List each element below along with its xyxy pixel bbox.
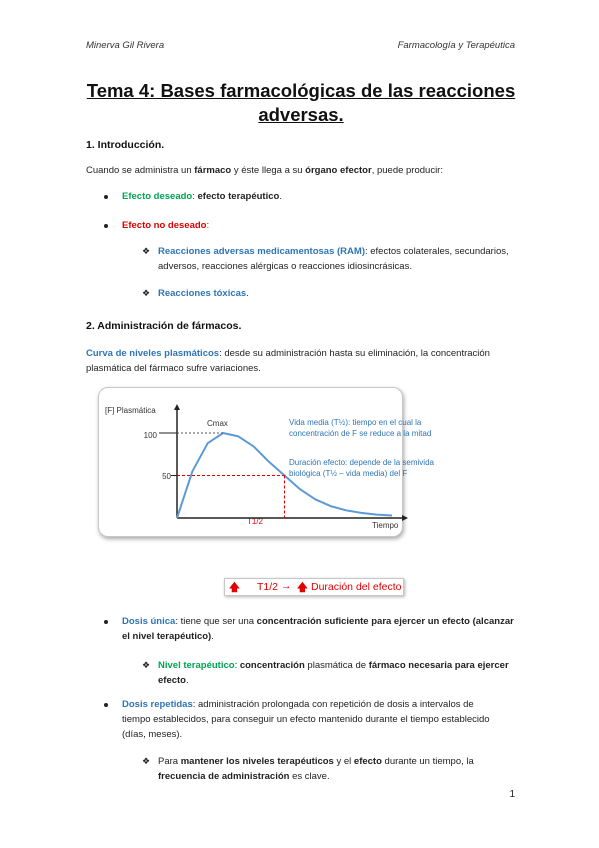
rule-right: Duración del efecto [311,581,402,593]
peak-label: Cmax [207,419,228,428]
plasma-curve-chart [98,387,434,537]
header-author: Minerva Gil Rivera [86,40,165,51]
y-axis-arrowhead [174,404,180,410]
annotation-half-life-1: Vida media (T½): tiempo en el cual la [289,418,422,427]
subbullet-nivel-terapeutico: Nivel terapéutico: concentración plasmática de fármaco necesaria para ejercer efecto. [158,660,509,686]
arrow-right-icon: → [281,580,292,592]
page-number: 1 [509,789,515,800]
bullet-dot [104,224,108,228]
subbullet-ram: Reacciones adversas medicamentosas (RAM): efectos colaterales, secundarios, adversos, reacciones alérgicas o reacciones idiosincrásicas. [158,246,509,272]
y-tick-50: 50 [162,472,171,481]
page-title: Tema 4: Bases farmacológicas de las reacciones adversas. [86,80,516,125]
section-heading-administracion: 2. Administración de fármacos. [86,320,242,332]
section-heading-intro: 1. Introducción. [86,139,165,151]
annotation-duration-1: Duración efecto: depende de la semivida [289,458,434,467]
bullet-efecto-deseado: Efecto deseado: efecto terapéutico. [122,191,282,202]
bullet-dot [104,703,108,707]
y-axis-label: [F] Plasmática [105,406,156,415]
bullet-efecto-no-deseado: Efecto no deseado: [122,220,210,231]
arrow-up-icon: 🡅 [297,582,308,594]
bullet-dosis-unica: Dosis única: tiene que ser una concentración suficiente para ejercer un efecto (alcanzar el nivel terapéutico). [122,616,514,642]
bullet-dot [104,195,108,199]
rule-left: T1/2 [257,581,279,593]
annotation-half-life-2: concentración de F se reduce a la mitad [289,429,432,438]
subbullet-mantener: Para mantener los niveles terapéuticos y el efecto durante un tiempo, la frecuencia de administración es clave. [158,756,474,782]
intro-paragraph: Cuando se administra un fármaco y éste llega a su órgano efector, puede producir: [86,165,443,176]
diamond-bullet-icon: ❖ [142,288,151,298]
x-axis-label: Tiempo [372,521,399,530]
bullet-dosis-repetidas: Dosis repetidas: administración prolongada con repetición de dosis a intervalos de tiempo establecidos, para conseguir un efecto mantenido durante el tiempo establecido (días, meses). [122,699,490,740]
plasma-curve-svg [99,388,434,538]
arrow-up-icon: 🡅 [229,582,240,594]
y-tick-100: 100 [143,431,157,440]
half-life-rule-box [224,578,404,596]
diamond-bullet-icon: ❖ [142,756,151,766]
subbullet-toxicas: Reacciones tóxicas. [158,288,249,299]
header-subject: Farmacología y Terapéutica [397,40,515,51]
diamond-bullet-icon: ❖ [142,660,151,670]
curve-paragraph: Curva de niveles plasmáticos: desde su administración hasta su eliminación, la concentración plasmática del fármaco sufre variaciones. [86,348,490,374]
bullet-dot [104,620,108,624]
annotation-duration-2: biológica (T½ – vida media) del F [289,469,408,478]
half-life-label: T1/2 [247,517,264,526]
diamond-bullet-icon: ❖ [142,246,151,256]
x-axis-arrowhead [402,515,408,521]
